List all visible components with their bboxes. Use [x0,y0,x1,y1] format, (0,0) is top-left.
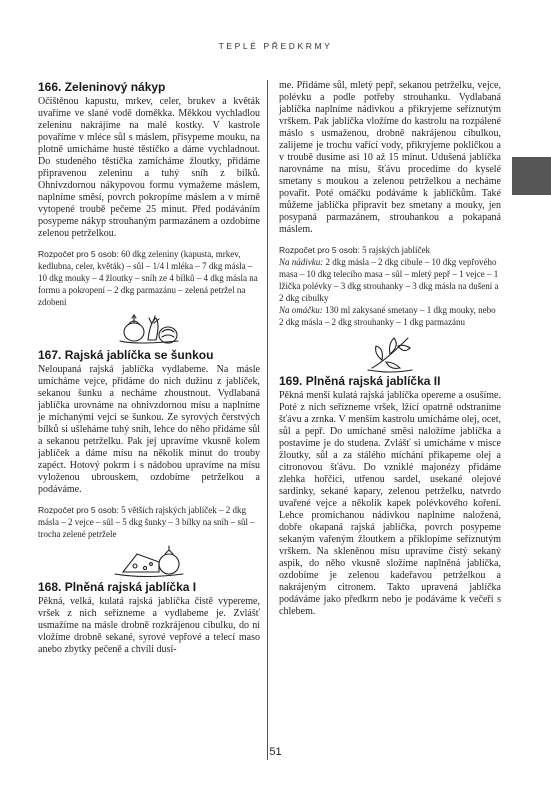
vegetables-illustration [112,310,186,348]
recipe-168-title: 168. Plněná rajská jablíčka I [38,580,197,594]
herb-sprig-illustration [360,330,420,374]
left-column [38,80,260,656]
stuffing-list: 2 dkg másla – 2 dkg cibule – 10 dkg vepřového masa – 10 dkg telecího masa – sůl – mletý pepř – 1 vejce – 1 lžička polévky – 3 dkg strouhanky – 3 dkg másla na dušení a 2 dkg cibulky [279,257,499,303]
stuffing-label: Na nádivku: [279,257,324,267]
recipe-169-instructions: Pěkná menší kulatá rajská jablíčka opereme a osušíme. Poté z nich seřízneme vršek, lžící opatrně odstraníme šťávu a zrnka. V menším kastrolu umícháme olej, ocet, sůl a pepř. Do umíchané směsi naložíme jablíčka a postavíme je do studena. Zvlášť si umícháme v misce žloutky, sůl a za stálého míchání přikapeme olej a citronovou šťávu. Do vzniklé majonézy přidáme zlehka hořčici, utřenou sardel, usekané olejové sardinky, sekané kapary, zelenou petrželku, natvrdo uvařené vejce a několik kapek polévkového koření. Lehce promíchanou nádivkou naplníme naložená, dobře okapaná rajská jablíčka, povrch posypeme sekaným vařeným žloutkem a přiklopíme seříznutým vrškem. Na skleněnou mísu upravíme čistý sekaný aspik, do něho vkusně složíme naplněná jablíčka, ozdobíme je zelenou kadeřavou petrželkou a nakrájeným citronem. Takto upravená jablíčka podáváme jako předkrm nebo je podáváme k večeři s chlebem. [279,390,501,617]
page-number: 51 [269,746,282,758]
ingredients-label: Rozpočet pro 5 osob: [38,249,119,259]
recipe-169 [279,374,501,618]
ingredients-list: 60 dkg zeleniny (kapusta, mrkev, kedlubna, celer, květák) – sůl – 1/4 l mléka – 7 dkg másla – 10 dkg mouky – 4 žloutky – sníh ze 4 bílků – 4 dkg másla na formu a pokropení – 2 dkg parmazánu – zelená petržel na zdobení [38,249,258,307]
ingredients-label: Rozpočet pro 5 osob: [279,245,360,255]
recipe-166 [38,80,260,308]
ingredients-list: 5 větších rajských jablíček – 2 dkg másla – 2 vejce – sůl – 5 dkg šunky – 3 bílky na sníh – sůl – trocha zelené petržele [38,505,255,539]
recipe-167-ingredients [38,504,260,540]
sauce-label: Na omáčku: [279,305,323,315]
sauce-list: 130 ml zakysané smetany – 1 dkg mouky, nebo 2 dkg másla – 2 dkg strouhanky – 1 dkg parmazánu [279,305,496,327]
running-header: TEPLÉ PŘEDKRMY [218,41,333,51]
ingredients-label: Rozpočet pro 5 osob: [38,505,119,515]
recipe-168-ingredients [279,244,501,328]
chapter-tab-marker [512,157,551,195]
recipe-166-title: 166. Zeleninový nákyp [38,80,166,94]
ingredients-servings: 5 rajských jablíček [362,245,431,255]
recipe-168-instructions: Pěkná, velká, kulatá rajská jablíčka čistě vypereme, vršek z nich seřízneme a vydlabeme je. Zvlášť usmažíme na másle drobně rozkrájenou cibulku, do ní vložíme drobně sekané, syrové vepřové a telecí maso anebo zbytky pečeně a chvíli dusí- [38,596,260,655]
column-divider [267,80,268,760]
ingredients-heading [279,244,501,256]
cheese-and-tomato-illustration [109,542,189,580]
recipe-168-instructions-continued: me. Přidáme sůl, mletý pepř, sekanou petrželku, vejce, polévku a podle potřeby strouhanku. Vydlabaná jablíčka naplníme nádivkou a přikryjeme seříznutým vrškem. Pak jablíčka vložíme do kastrolu na rozpálené máslo s usmaženou, drobně nakrájenou cibulkou, zalijeme je trochu vařící vody, přikryjeme pokličkou a v troubě dusíme asi 10 až 15 minut. Udušená jablíčka narovnáme na mísu, šťávu procedíme do kyselé smetany s moukou a zelenou petrželkou a necháme povařit. Poté omáčku podáváme k jablíčkům. Také můžeme jablíčka připravit bez smetany a mouky, jen posypaná parmazánem, strouhankou a pokapaná máslem. [279,80,501,235]
ingredients-stuffing [279,256,501,304]
ingredients-sauce [279,304,501,328]
recipe-168 [38,580,260,656]
recipe-169-title: 169. Plněná rajská jablíčka II [279,374,441,388]
right-column [279,80,501,618]
recipe-167 [38,348,260,540]
recipe-166-ingredients [38,248,260,308]
recipe-166-instructions: Očištěnou kapustu, mrkev, celer, brukev a květák uvaříme ve slané vodě doměkka. Měkkou vychladlou zeleninu nakrájíme na malé kostky. V kastrole povaříme v mléce sůl s máslem, přisypeme mouku, na plotně umícháme husté těstíčko a dáme vychladnout. Do studeného těstíčka zamícháme žloutky, přidáme připravenou zeleninu a tuhý sníh z bílků. Ohnivzdornou nákypovou formu vymažeme máslem, naplníme směsí, povrch pokropíme máslem a v mírně vytopené troubě pečeme 25 minut. Před podáváním posypeme nákyp strouhaným parmazánem a ozdobíme zelenou petrželkou. [38,96,260,239]
recipe-167-instructions: Neloupaná rajská jablíčka vydlabeme. Na másle umícháme vejce, přidáme do nich dužinu z jablíček, sekanou šunku a necháme zhoustnout. Vydlabaná jablíčka urovnáme na ohnivzdornou mísu a naplníme je míchanými vejci se šunkou. Ze syrových čerstvých bílků si ušleháme tuhý sníh, lehce do něho přidáme sůl a sekanou petrželku. Pak jej upravíme vkusně kolem jablíček a dáme mísu na několik minut do trouby zapéct. Hotový pokrm i s nádobou upravíme na mísu vyloženou ubrouskem, ozdobíme petrželkou a podáváme. [38,364,260,495]
recipe-167-title: 167. Rajská jablíčka se šunkou [38,348,214,362]
